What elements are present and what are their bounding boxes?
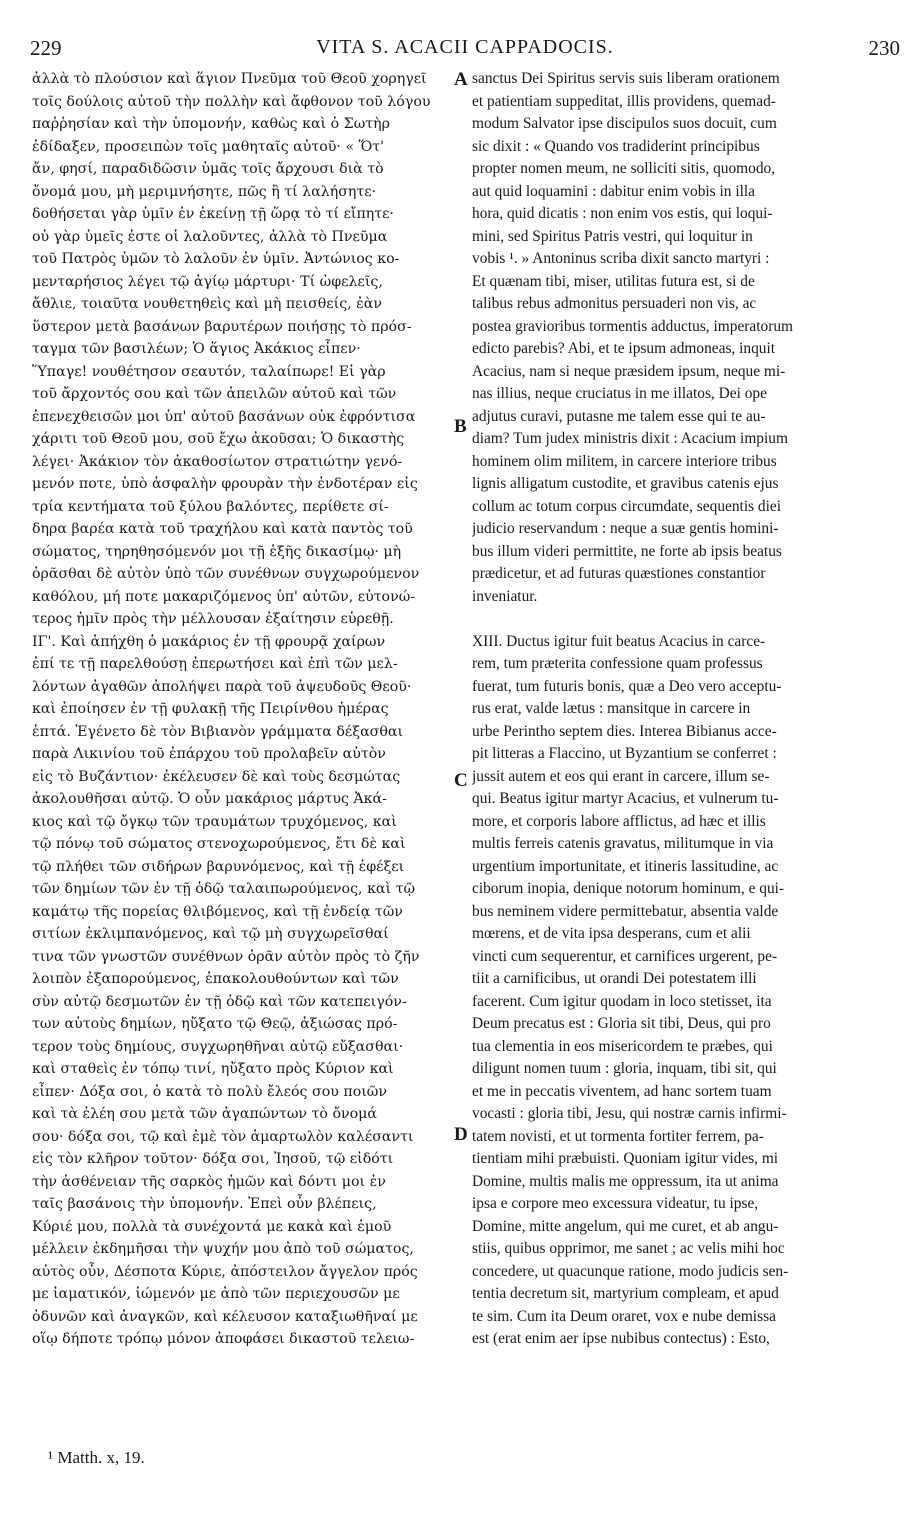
greek-text-line: ὁρᾶσθαι δὲ αὐτὸν ὑπὸ τῶν συνέθνων συγχωρούμενον <box>32 566 420 582</box>
greek-text-line: των αὐτοὺς δημίων, ηὔξατο τῷ Θεῷ, ἀξιώσας πρό- <box>32 1016 398 1032</box>
greek-text-line: τὴν ἀσθένειαν τῆς σαρκὸς ἡμῶν καὶ δόντι μοι ἐν <box>32 1173 386 1190</box>
latin-text-line: rem, tum præterita confessione quam professus <box>472 655 763 672</box>
greek-text-line: τοῦ Πατρὸς ὑμῶν τὸ λαλοῦν ἐν ὑμῖν. Ἀντώνιος κο- <box>32 251 400 267</box>
greek-text-line: δοθήσεται γὰρ ὑμῖν ἐν ἐκείνῃ τῇ ὥρᾳ τὸ τί εἴπητε· <box>32 206 395 222</box>
latin-text-line: vincti cum sequerentur, et carnifices urgerent, pe- <box>472 947 778 965</box>
latin-text-line: hora, quid dicatis : non enim vos estis, qui loqui- <box>472 205 773 222</box>
greek-text-line: ταγμα τῶν βασιλέων; Ὁ ἅγιος Ἀκάκιος εἶπεν· <box>32 341 361 357</box>
latin-text-line: tua clementia in eos misericordem te præbes, qui <box>472 1037 773 1055</box>
greek-text-line: ὄνομά μου, μὴ μεριμνήσητε, πῶς ἢ τί λαλήσητε· <box>32 183 377 200</box>
latin-text-line: tentia decretum sit, martyrium compleam, et apud <box>472 1285 779 1302</box>
greek-text-line: εἰς τὸν κλῆρον τοῦτον· δόξα σοι, Ἰησοῦ, τῷ εἰδότι <box>32 1151 394 1167</box>
greek-text-line: εἶπεν· Δόξα σοι, ὁ κατὰ τὸ πολὺ ἔλεός σου ποιῶν <box>32 1083 387 1100</box>
margin-mark-a: A <box>454 69 468 90</box>
greek-text-line: σου· δόξα σοι, τῷ καὶ ἐμὲ τὸν ἁμαρτωλὸν καλέσαντι <box>32 1128 414 1145</box>
greek-text-line: τῷ πλήθει τῶν σιδήρων βαρυνόμενος, καὶ τῇ ἐφέξει <box>32 858 405 875</box>
greek-text-line: μενόν ποτε, ὑπὸ ἀσφαλὴν φρουρὰν τὴν ἐνδοτέραν εἰς <box>32 476 418 492</box>
latin-text-line: Deum precatus est : Gloria sit tibi, Deus, qui pro <box>472 1015 771 1032</box>
greek-text-line: λέγει· Ἀκάκιον τὸν ἀκαθοσίωτον στρατιώτην γενό- <box>32 453 403 470</box>
greek-text-line: ὀδυνῶν καὶ ἀναγκῶν, καὶ κέλευσον καταξιωθῆναί με <box>32 1308 418 1325</box>
greek-text-line: σώματος, τηρηθησόμενόν μοι τῇ ἑξῆς δικασίμῳ· μὴ <box>32 543 402 560</box>
greek-text-line: ἀκολουθῆσαι αὐτῷ. Ὁ οὖν μακάριος μάρτυς Ἀκά- <box>32 791 387 807</box>
latin-text-line: sic dixit : « Quando vos tradiderint principibus <box>472 137 760 155</box>
latin-text-line: mœrens, et de vita ipsa desperans, cum et alii <box>472 925 751 942</box>
greek-text-line: τοῖς δούλοις αὐτοῦ τὴν πολλὴν καὶ ἄφθονον τοῦ λόγου <box>32 93 431 110</box>
latin-text-line: talibus rebus admonitus persuaderi non vis, ac <box>472 295 757 312</box>
latin-text-line: nas illius, neque cruciatus in me illatos, Dei ope <box>472 385 767 402</box>
greek-text-line: παῤῥησίαν καὶ τὴν ὑπομονήν, καθὼς καὶ ὁ Σωτὴρ <box>32 116 390 132</box>
latin-text-line: postea gravioribus tormentis adductus, imperatorum <box>472 317 793 335</box>
latin-text-line: aut quid loquamini : dabitur enim vobis in illa <box>472 182 755 200</box>
latin-text-line: te sim. Cum ita Deum oraret, vox e nube demissa <box>472 1307 776 1325</box>
greek-text-line: τερος ἡμῖν πρὸς τὴν μέλλουσαν ἐξαίτησιν εὑρεθῇ. <box>32 611 394 627</box>
latin-text-line: urbe Perintho septem dies. Interea Bibianus acce- <box>472 722 777 740</box>
footnote: ¹ Matth. x, 19. <box>48 1448 145 1467</box>
latin-text-line: judicio reservandum : neque a suæ gentis homini- <box>472 520 779 537</box>
latin-text-line: mini, sed Spiritus Patris vestri, qui loquitur in <box>472 227 753 245</box>
greek-text-line: ἐδίδαξεν, προσειπὼν τοῖς μαθηταῖς αὐτοῦ· « Ὅτ' <box>32 138 385 155</box>
latin-text-line: urgentium importunitate, et itineris lassitudine, ac <box>472 857 779 875</box>
latin-text-line: vobis ¹. » Antoninus scriba dixit sancto martyri : <box>472 250 770 267</box>
page-header <box>30 36 900 66</box>
paragraph-gap <box>472 608 906 631</box>
latin-text-line: Et quænam tibi, miser, utilitas futura est, si de <box>472 272 755 290</box>
latin-text-line: prædicetur, et ad futuras quæstiones constantior <box>472 565 766 582</box>
greek-text-line: τερον τοὺς δημίους, συγχωρηθῆναι αὐτῷ εὔξασθαι· <box>32 1038 404 1055</box>
latin-text-line: stiis, quibus opprimor, me sanet ; ac velis mihi hoc <box>472 1240 785 1257</box>
greek-text-line: τῷ πόνῳ τοῦ σώματος στενοχωρούμενος, ἔτι δὲ καὶ <box>32 836 406 852</box>
latin-text-line: concedere, ut quacunque ratione, modo judicis sen- <box>472 1262 789 1280</box>
greek-text-line: χάριτι τοῦ Θεοῦ μου, σοῦ ἔχω ἀκοῦσαι; Ὁ δικαστὴς <box>32 431 405 447</box>
greek-text-line: ἄθλιε, τοιαῦτα νουθετηθεὶς καὶ μὴ πεισθείς, ἐὰν <box>32 296 382 312</box>
latin-text-line: jussit autem et eos qui erant in carcere, illum se- <box>472 767 770 785</box>
greek-text-line: εἰς τὸ Βυζάντιον· ἐκέλευσεν δὲ καὶ τοὺς δεσμώτας <box>32 768 401 785</box>
greek-column <box>32 68 456 1351</box>
greek-text-line: καὶ ἐποίησεν ἐν τῇ φυλακῇ τῆς Πειρίνθου ἡμέρας <box>32 701 389 717</box>
latin-text-line: lignis alligatum custodite, et gravibus catenis ejus <box>472 475 779 492</box>
latin-text-line: hominem olim militem, in carcere interiore tribus <box>472 452 777 470</box>
greek-text-line: ἐπενεχθεισῶν μοι ὑπ' αὐτοῦ βασάνων οὐκ ἐφρόντισα <box>32 408 416 425</box>
latin-text-line: qui. Beatus igitur martyr Acacius, et vulnerum tu- <box>472 790 779 807</box>
greek-text-line: ἀλλὰ τὸ πλούσιον καὶ ἅγιον Πνεῦμα τοῦ Θεοῦ χορηγεῖ <box>32 71 427 87</box>
greek-text-line: σιτίων ἐκλιμπανόμενος, καὶ τῷ μὴ συγχωρεῖσθαί <box>32 926 389 942</box>
latin-text-line: tientiam mihi præbuisti. Quoniam igitur vides, mi <box>472 1150 779 1167</box>
latin-column <box>472 68 906 1351</box>
latin-text-line: bus illum videri permittite, ne forte ab ipsis beatus <box>472 542 782 560</box>
greek-text-line: ὕστερον μετὰ βασάνων βαρυτέρων ποιήσῃς τὸ πρόσ- <box>32 318 412 335</box>
greek-text-line: ἐπί τε τῇ παρελθούσῃ ἐπερωτήσει καὶ ἐπὶ τῶν μελ- <box>32 656 398 672</box>
latin-text-line: diam? Tum judex ministris dixit : Acacium impium <box>472 430 788 447</box>
greek-text-line: αὐτὸς οὖν, Δέσποτα Κύριε, ἀπόστειλον ἄγγελον πρός <box>32 1263 418 1280</box>
latin-text-line: more, et corporis labore afflictus, ad hæc et illis <box>472 812 766 830</box>
greek-text-line: μέλλειν ἐκδημῆσαι τὴν ψυχήν μου ἀπὸ τοῦ σώματος, <box>32 1241 414 1257</box>
greek-text-line: δηρα βαρέα κατὰ τοῦ τραχήλου καὶ κατὰ παντὸς τοῦ <box>32 521 413 537</box>
latin-text-line: adjutus curavi, putasne me talem esse qui te au- <box>472 407 766 425</box>
latin-text-line: collum ac totum corpus circumdate, sequentis diei <box>472 497 782 515</box>
latin-text-line: Domine, multis malis me oppressum, ita ut anima <box>472 1172 779 1190</box>
latin-text-line: et patientiam suppeditat, illis providens, quemad- <box>472 92 776 110</box>
greek-text-line: ἄν, φησί, παραδιδῶσιν ὑμᾶς τοῖς ἄρχουσι διὰ τὸ <box>32 161 384 177</box>
latin-text-line: edicto parebis? Abi, et te ipsum admoneas, inquit <box>472 340 776 357</box>
latin-text-line: facerent. Cum igitur quodam in loco stetisset, ita <box>472 992 772 1010</box>
greek-text-line: λοιπὸν ἐξαπορούμενος, ἐπακολουθούντων καὶ τῶν <box>32 971 399 987</box>
latin-text-line: vocasti : gloria tibi, Jesu, qui nostræ carnis infirmi- <box>472 1105 787 1122</box>
greek-text-line: ΙΓ'. Καὶ ἀπήχθη ὁ μακάριος ἐν τῇ φρουρᾷ χαίρων <box>32 633 386 650</box>
latin-text-line: tiit a carnificibus, ut orandi Dei potestatem illi <box>472 970 757 987</box>
greek-text-line: ἑπτά. Ἐγένετο δὲ τὸν Βιβιανὸν γράμματα δέξασθαι <box>32 723 404 740</box>
greek-text-line: μενταρήσιος λέγει τῷ ἁγίῳ μάρτυρι· Τί ὠφελεῖς, <box>32 273 383 290</box>
greek-text-line: καμάτῳ τῆς πορείας θλιβόμενος, καὶ τῇ ἐνδείᾳ τῶν <box>32 903 403 920</box>
greek-text-line: παρὰ Λικινίου τοῦ ἐπάρχου τοῦ προλαβεῖν αὐτὸν <box>32 746 386 762</box>
greek-text-line: οἵῳ δήποτε τρόπῳ μόνον ἀποφάσει δικαστοῦ τελειω- <box>32 1331 415 1347</box>
margin-mark-b: B <box>454 416 467 437</box>
greek-text-line: τοῦ ἄρχοντός σου καὶ τῶν ἀπειλῶν αὐτοῦ καὶ τῶν <box>32 386 397 402</box>
greek-text-line: ταῖς βασάνοις τὴν ὑπομονήν. Ἐπεὶ οὖν βλέπεις, <box>32 1196 377 1212</box>
latin-text-line: est (erat enim aer ipse nubibus contectus) : Esto, <box>472 1330 770 1347</box>
latin-text-line: bus neminem videre permittebatur, absentia valde <box>472 902 779 920</box>
greek-text-line: σὺν αὐτῷ δεσμωτῶν ἐν τῇ ὁδῷ καὶ τῶν κατεπειγόν- <box>32 993 407 1010</box>
latin-text-line: et me in peccatis viventem, ad hanc sortem tuam <box>472 1082 772 1100</box>
greek-text-line: κιος καὶ τῷ ὄγκῳ τῶν τραυμάτων τρυχόμενος, καὶ <box>32 813 397 830</box>
margin-mark-c: C <box>454 770 468 791</box>
latin-text-line: ipsa e corpore meo excessura videatur, tu ipse, <box>472 1195 759 1212</box>
greek-text-line: καθόλου, μή ποτε μακαριζόμενος ὑπ' αὐτῶν, εὐτονώ- <box>32 588 416 605</box>
latin-text-line: sanctus Dei Spiritus servis suis liberam orationem <box>472 70 780 87</box>
greek-text-line: καὶ τὰ ἐλέη σου μετὰ τῶν ἀγαπώντων τὸ ὄνομά <box>32 1106 377 1122</box>
greek-text-line: με ἰαματικόν, ἰώμενόν με ἀπὸ τῶν περιεχουσῶν με <box>32 1286 400 1302</box>
page-number-right: 230 <box>868 36 900 60</box>
running-title: VITA S. ACACII CAPPADOCIS. <box>316 36 614 58</box>
greek-text-line: Ὕπαγε! νουθέτησον σεαυτόν, ταλαίπωρε! Εἰ γὰρ <box>32 363 386 380</box>
latin-text-line: multis ferreis catenis gravatus, militumque in via <box>472 835 774 852</box>
latin-text-line: Acacius, nam si neque præsidem ipsum, neque mi- <box>472 362 786 380</box>
greek-text-line: τῶν δημίων τῶν ἐν τῇ ὁδῷ ταλαιπωρούμενος, καὶ τῷ <box>32 881 416 897</box>
latin-text-line: ciborum inopia, denique notorum hominum, e qui- <box>472 880 785 897</box>
greek-text-line: οὐ γὰρ ὑμεῖς ἐστε οἱ λαλοῦντες, ἀλλὰ τὸ Πνεῦμα <box>32 228 388 245</box>
greek-text-line: λόντων ἀγαθῶν ἀπολήψει παρὰ τοῦ ἀψευδοῦς Θεοῦ· <box>32 678 412 695</box>
page-number-left: 229 <box>30 36 62 60</box>
latin-text-line: rus erat, valde lætus : mansitque in carcere in <box>472 700 751 717</box>
latin-text-line: pit litteras a Flaccino, ut Byzantium se conferret : <box>472 745 777 762</box>
latin-text-line: Domine, mitte angelum, qui me curet, et ab angu- <box>472 1217 779 1235</box>
greek-text-line: τρία κεντήματα τοῦ ξύλου βαλόντες, περίθετε σί- <box>32 498 389 515</box>
latin-text-line: tatem novisti, et ut tormenta fortiter ferrem, pa- <box>472 1127 764 1145</box>
latin-text-line: XIII. Ductus igitur fuit beatus Acacius in carce- <box>472 632 766 650</box>
greek-text-line: τινα τῶν γνωστῶν συνέθνων ὁρᾶν αὐτὸν πρὸς τὸ ζῆν <box>32 948 420 965</box>
latin-text-line: modum Salvator ipse discipulos suos docuit, cum <box>472 115 777 132</box>
latin-text-line: propter nomen meum, ne solliciti sitis, quomodo, <box>472 160 776 177</box>
greek-text-line: Κύριέ μου, πολλὰ τὰ συνέχοντά με κακὰ καὶ ἐμοῦ <box>32 1218 392 1235</box>
greek-text-line: καὶ σταθεὶς ἐν τόπῳ τινί, ηὔξατο πρὸς Κύριον καὶ <box>32 1061 394 1077</box>
latin-text-line: inveniatur. <box>472 587 538 605</box>
margin-mark-d: D <box>454 1124 468 1145</box>
latin-text-line: fuerat, tum futuris bonis, quæ a Deo vero acceptu- <box>472 677 782 695</box>
latin-text-line: diligunt nomen tuum : gloria, inquam, tibi sit, qui <box>472 1060 777 1077</box>
